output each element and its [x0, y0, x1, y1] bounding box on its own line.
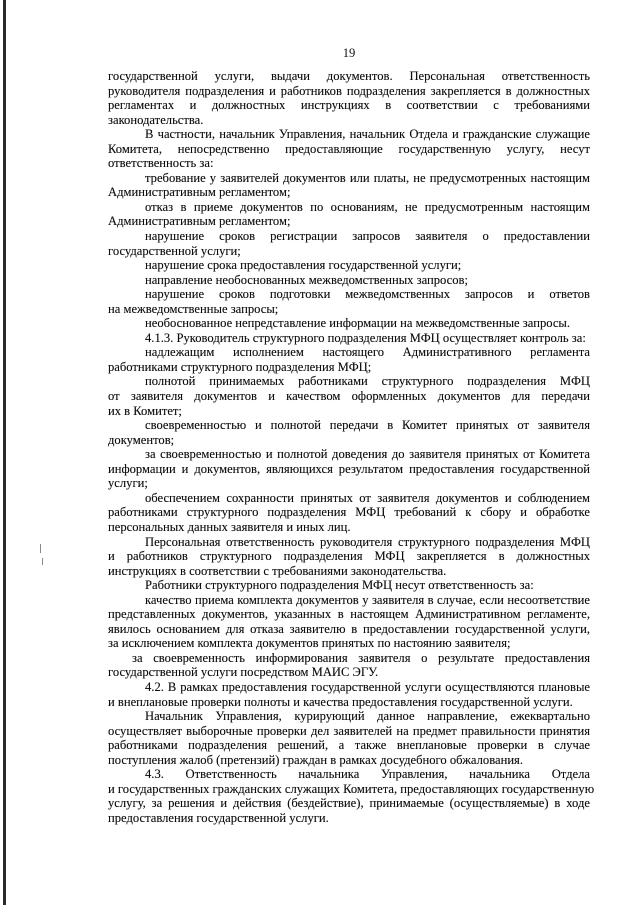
text-line: Комитета, непосредственно предоставляющие государственную услугу, несут: [108, 141, 590, 156]
text-line: на межведомственные запросы;: [108, 301, 279, 316]
document-body: [108, 69, 595, 825]
text-line: направление необоснованных межведомственных запросов;: [145, 272, 468, 287]
text-line: 4.3. Ответственность начальника Управления, начальника Отдела: [145, 767, 590, 782]
paragraph: [108, 69, 590, 127]
text-line: 4.2. В рамках предоставления государственной услуги осуществляются плановые: [145, 679, 590, 694]
text-line: от заявителя документов и качеством оформленных документов для передачи: [108, 389, 590, 404]
paragraph: [108, 535, 590, 579]
paragraph: [108, 316, 590, 331]
text-line: инструкциях в соответствии с требованиями законодательства.: [108, 563, 447, 578]
paragraph: [108, 593, 590, 651]
text-line: необоснованное непредставление информации на межведомственные запросы.: [145, 316, 571, 331]
text-line: нарушение сроков подготовки межведомственных запросов и ответов: [145, 287, 590, 302]
text-line: ответственность за:: [108, 156, 214, 171]
text-line: информации и документов, являющихся результатом предоставления государственной: [108, 461, 590, 476]
text-line: персональных данных заявителя и иных лиц.: [108, 519, 351, 534]
text-line: и государственных гражданских служащих Комитета, предоставляющих государственную: [108, 781, 595, 796]
text-line: законодательства.: [108, 112, 204, 127]
paragraph: [108, 287, 590, 316]
text-line: регламентах и должностных инструкциях в соответствии с требованиями: [108, 98, 590, 113]
text-line: услуги;: [108, 476, 148, 491]
text-line: Административным регламентом;: [108, 185, 291, 200]
text-line: требование у заявителей документов или платы, не предусмотренных настоящим: [145, 170, 590, 185]
text-line: работниками подразделения решений, а также внеплановые проверки в случае: [108, 738, 590, 753]
paragraph: [108, 345, 590, 374]
paragraph: [108, 171, 590, 200]
text-line: и внеплановые проверки полноты и качества предоставления государственной услуги.: [108, 694, 573, 709]
text-line: их в Комитет;: [108, 403, 182, 418]
paragraph: [108, 331, 590, 346]
text-line: за своевременность информирования заявителя о результате предоставления: [132, 650, 590, 665]
text-line: своевременностью и полнотой передачи в Комитет принятых от заявителя: [145, 418, 590, 433]
text-line: документов;: [108, 432, 175, 447]
paragraph: [108, 229, 590, 258]
text-line: государственной услуги;: [108, 243, 241, 258]
paragraph: [108, 418, 590, 447]
text-line: работниками структурного подразделения МФЦ требований к сбору и обработке: [108, 505, 590, 520]
text-line: и работников структурного подразделения МФЦ закрепляется в должностных: [108, 549, 590, 564]
text-line: за своевременностью и полнотой доведения до заявителя принятых от Комитета: [145, 447, 590, 462]
paragraph: [108, 680, 590, 709]
paragraph: [108, 447, 590, 491]
text-line: Работники структурного подразделения МФЦ несут ответственность за:: [145, 578, 534, 593]
paragraph: [108, 709, 590, 767]
scan-mark: [42, 558, 43, 565]
text-line: за исключением комплекта документов принятых по настоянию заявителя;: [108, 636, 511, 651]
text-line: Начальник Управления, курирующий данное направление, ежеквартально: [145, 709, 590, 724]
paragraph: [108, 273, 590, 288]
scan-edge-line: [3, 0, 6, 905]
text-line: Административным регламентом;: [108, 214, 291, 229]
paragraph: [108, 374, 590, 418]
text-line: государственной услуги, выдачи документов. Персональная ответственность: [108, 69, 590, 83]
text-line: обеспечением сохранности принятых от заявителя документов и соблюдением: [145, 490, 590, 505]
text-line: отказ в приеме документов по основаниям, не предусмотренным настоящим: [145, 199, 590, 214]
text-line: работниками структурного подразделения МФЦ;: [108, 359, 372, 374]
text-line: предоставления государственной услуги.: [108, 810, 329, 825]
text-line: поступления жалоб (претензий) граждан в рамках досудебного обжалования.: [108, 752, 523, 767]
paragraph: [108, 200, 590, 229]
text-line: надлежащим исполнением настоящего Административного регламента: [145, 345, 590, 360]
text-line: государственной услуги посредством МАИС ЭГУ.: [108, 665, 379, 680]
paragraph: [108, 578, 590, 593]
text-line: В частности, начальник Управления, начальник Отдела и гражданские служащие: [145, 127, 590, 142]
paragraph: [108, 767, 595, 825]
text-line: Персональная ответственность руководителя структурного подразделения МФЦ: [145, 534, 590, 549]
text-line: явилось основанием для отказа заявителю в предоставлении государственной услуги,: [108, 621, 590, 636]
text-line: полнотой принимаемых работниками структурного подразделения МФЦ: [145, 374, 590, 389]
paragraph: [108, 651, 590, 680]
text-line: представленных документов, указанных в настоящем Административном регламенте,: [108, 607, 590, 622]
text-line: услугу, за решения и действия (бездействие), принимаемые (осуществляемые) в ходе: [108, 796, 590, 811]
scan-mark: [40, 544, 41, 553]
text-line: 4.1.3. Руководитель структурного подразделения МФЦ осуществляет контроль за:: [145, 330, 586, 345]
text-line: руководителя подразделения и работников подразделения закрепляется в должностных: [108, 83, 590, 98]
text-line: нарушение срока предоставления государственной услуги;: [145, 258, 462, 273]
paragraph: [108, 127, 590, 171]
text-line: осуществляет выборочные проверки дел заявителей на предмет правильности принятия: [108, 723, 590, 738]
page-number: 19: [342, 46, 356, 60]
text-line: качество приема комплекта документов у заявителя в случае, если несоответствие: [145, 592, 590, 607]
paragraph: [108, 258, 590, 273]
paragraph: [108, 491, 590, 535]
text-line: нарушение сроков регистрации запросов заявителя о предоставлении: [145, 229, 590, 244]
